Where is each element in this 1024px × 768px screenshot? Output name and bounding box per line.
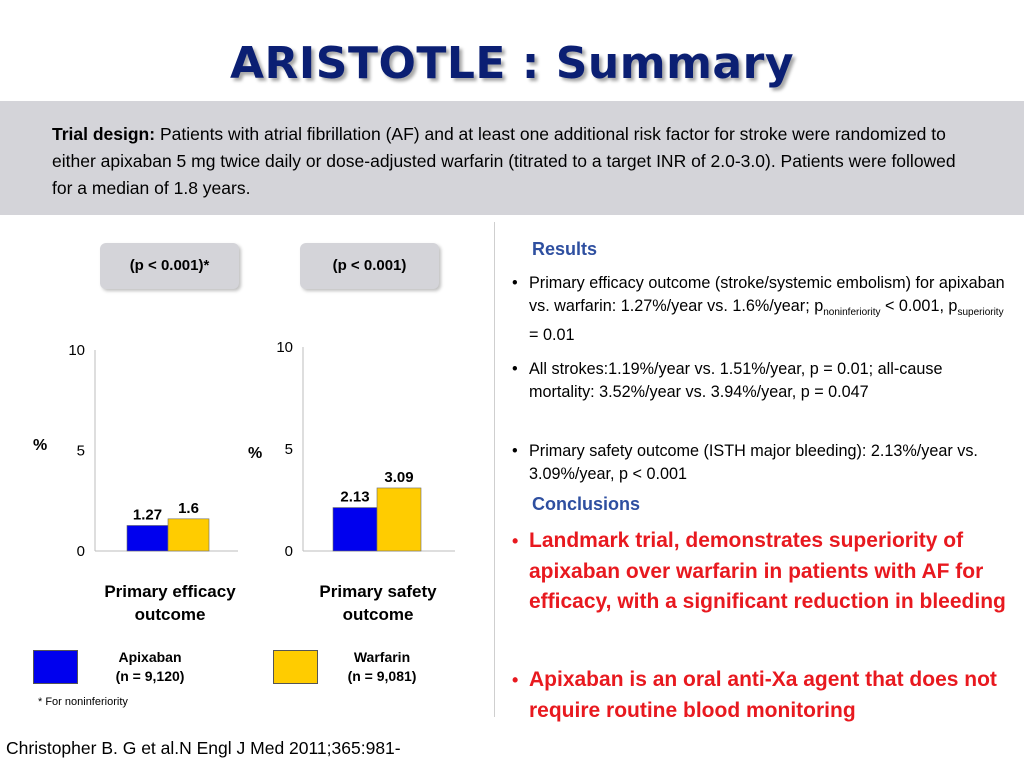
safety-tick-label: 5 xyxy=(284,441,293,458)
efficacy-data-label-warfarin: 1.6 xyxy=(178,499,199,517)
legend-apixaban-line1: Apixaban xyxy=(118,649,182,665)
safety-category-line1: Primary safety xyxy=(319,582,437,601)
safety-tick-label: 10 xyxy=(276,339,293,356)
results-item-1 xyxy=(512,272,1017,345)
footnote: * For noninferiority xyxy=(38,696,128,708)
efficacy-category-line1: Primary efficacy xyxy=(104,582,236,601)
results-item-2 xyxy=(512,358,1017,426)
efficacy-data-label-apixaban: 1.27 xyxy=(132,506,163,524)
safety-data-label-apixaban: 2.13 xyxy=(340,488,370,506)
safety-category-line2: outcome xyxy=(342,605,414,624)
legend-apixaban-line2: (n = 9,120) xyxy=(115,668,185,684)
noninferiority-subscript: noninferiority xyxy=(823,306,881,318)
efficacy-bar-warfarin xyxy=(168,519,209,551)
efficacy-category-line2: outcome xyxy=(134,605,206,624)
legend-apixaban-swatch xyxy=(33,650,78,684)
conclusion-item-2-text: Apixaban is an oral anti-Xa agent that does not require routine blood monitoring xyxy=(529,668,997,722)
results-item-3-text: Primary safety outcome (ISTH major bleeding): 2.13%/year vs. 3.09%/year, p < 0.001 xyxy=(529,442,978,483)
superiority-subscript: superiority xyxy=(957,306,1004,318)
conclusion-item-1 xyxy=(512,526,1017,648)
safety-category-label xyxy=(268,580,488,626)
safety-tick-label: 0 xyxy=(284,543,293,560)
slide-title: ARISTOTLE : Summary xyxy=(229,38,795,89)
safety-data-label-warfarin: 3.09 xyxy=(384,468,414,486)
efficacy-category-label xyxy=(60,580,280,626)
efficacy-tick-label: 0 xyxy=(76,543,85,560)
trial-design-text xyxy=(52,121,972,202)
p-superiority-value: = 0.01 xyxy=(529,326,575,345)
results-heading: Results xyxy=(532,239,598,259)
legend-warfarin-line1: Warfarin xyxy=(353,649,411,665)
efficacy-tick-label: 5 xyxy=(76,442,85,460)
column-divider xyxy=(494,222,495,717)
p-noninferiority-value: < 0.001, p xyxy=(880,296,958,315)
efficacy-bar-apixaban xyxy=(127,525,168,551)
conclusion-item-2 xyxy=(512,665,1017,757)
p-noninferiority-symbol: p xyxy=(814,296,824,315)
bullet-icon: • xyxy=(512,274,518,292)
results-item-1-text xyxy=(529,272,1009,347)
legend-warfarin-line2: (n = 9,081) xyxy=(347,668,417,684)
safety-bar-warfarin xyxy=(377,488,421,551)
safety-bar-apixaban xyxy=(333,508,377,551)
results-item-2-text: All strokes:1.19%/year vs. 1.51%/year, p = 0.01; all-cause mortality: 3.52%/year vs. 3.94%/year, p = 0.047 xyxy=(529,360,943,401)
trial-design-body: Patients with atrial fibrillation (AF) and at least one additional risk factor for stroke were randomized to either apixaban 5 mg twice daily or dose-adjusted warfarin (titrated to a target INR of 2.0-3.0). Patients were followed for a median of 1.8 years. xyxy=(52,124,956,198)
bullet-icon: • xyxy=(512,531,519,551)
conclusion-item-1-text: Landmark trial, demonstrates superiority of apixaban over warfarin in patients with AF for efficacy, with a significant reduction in bleeding xyxy=(529,529,1006,613)
conclusions-heading: Conclusions xyxy=(532,494,641,514)
results-item-1-main: Primary efficacy outcome (stroke/systemic embolism) for apixaban vs. warfarin: 1.27%/year vs. 1.6%/year; xyxy=(529,274,1005,315)
efficacy-tick-label: 10 xyxy=(68,342,85,359)
citation: Christopher B. G et al.N Engl J Med 2011;365:981- xyxy=(6,738,401,758)
bar-charts xyxy=(0,300,494,570)
efficacy-y-axis-label: % xyxy=(33,437,48,454)
efficacy-pvalue-box: (p < 0.001)* xyxy=(100,243,239,289)
trial-design-label: Trial design: xyxy=(52,124,156,144)
results-item-3 xyxy=(512,440,1017,486)
safety-y-axis-label: % xyxy=(248,445,263,462)
bullet-icon: • xyxy=(512,670,519,690)
bullet-icon: • xyxy=(512,360,518,378)
safety-pvalue-box: (p < 0.001) xyxy=(300,243,439,289)
bullet-icon: • xyxy=(512,442,518,460)
legend-warfarin-label xyxy=(312,648,452,686)
legend-apixaban-label xyxy=(80,648,220,686)
